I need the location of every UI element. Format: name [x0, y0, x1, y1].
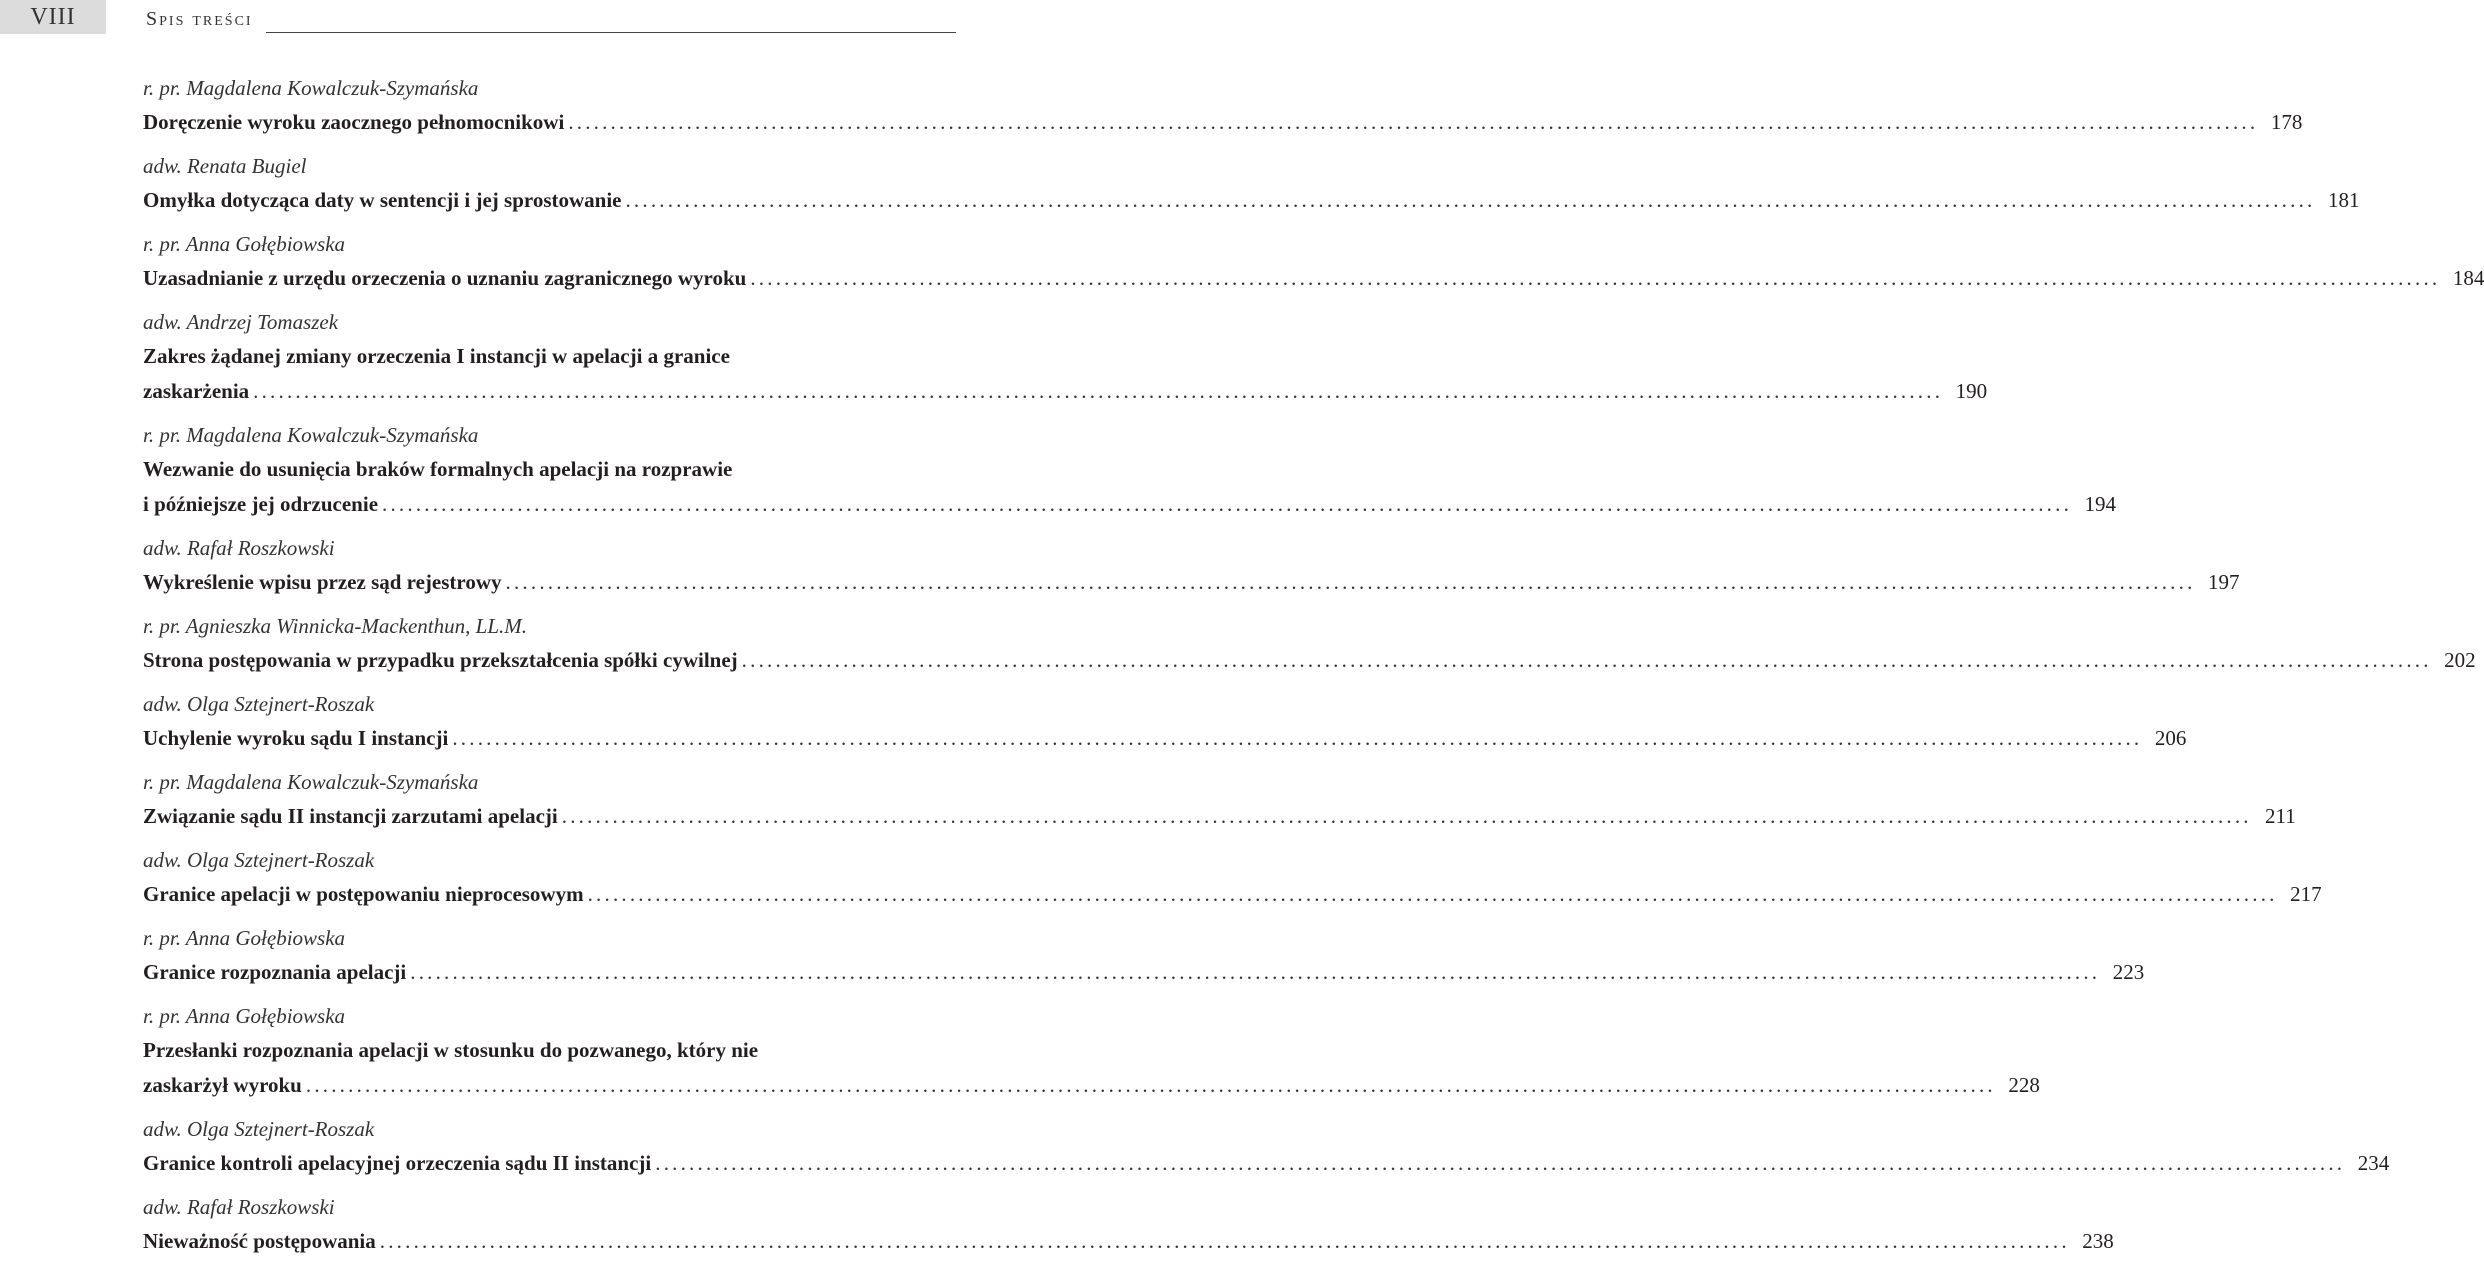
table-of-contents	[143, 72, 2484, 1269]
toc-entry	[143, 306, 1988, 409]
toc-entry-title: Uchylenie wyroku sądu I instancji	[143, 726, 449, 750]
toc-entry-author: r. pr. Anna Gołębiowska	[143, 926, 346, 950]
toc-entry-page: 197	[2208, 570, 2240, 594]
toc-entry	[143, 922, 2145, 990]
toc-entry-title-row	[143, 721, 2187, 756]
toc-entry-title: Granice kontroli apelacyjnej orzeczenia sądu II instancji	[143, 1151, 652, 1175]
toc-entry-author: r. pr. Agnieszka Winnicka-Mackenthun, LL.M.	[143, 614, 527, 638]
toc-entry	[143, 228, 2484, 296]
toc-entry-page: 184	[2452, 266, 2484, 290]
toc-entry-title: Granice rozpoznania apelacji	[143, 960, 407, 984]
toc-entry	[143, 150, 2360, 218]
toc-entry	[143, 532, 2240, 600]
toc-entry-author: adw. Olga Sztejnert-Roszak	[143, 848, 375, 872]
dot-leader: ........................................................................................................................................................................................................	[625, 188, 2316, 212]
toc-entry-page: 194	[2084, 492, 2117, 516]
toc-entry-page: 190	[1955, 379, 1988, 403]
toc-entry-page: 223	[2112, 960, 2145, 984]
toc-entry-title-row	[143, 799, 2296, 834]
toc-entry-page: 217	[2290, 882, 2322, 906]
toc-entry	[143, 844, 2322, 912]
toc-entry-page: 202	[2444, 648, 2476, 672]
page-number: VIII	[0, 0, 106, 34]
toc-entry-title-row	[143, 565, 2240, 600]
toc-entry-title: zaskarżył wyroku	[143, 1073, 302, 1097]
toc-entry-title-row	[143, 1146, 2390, 1181]
toc-entry-title: Uzasadnianie z urzędu orzeczenia o uznaniu zagranicznego wyroku	[143, 266, 747, 290]
toc-entry-title-row	[143, 1224, 2114, 1259]
toc-entry-title-row	[143, 643, 2476, 678]
toc-entry-title: Omyłka dotycząca daty w sentencji i jej sprostowanie	[143, 188, 622, 212]
toc-entry-page: 228	[2008, 1073, 2040, 1097]
dot-leader: ........................................................................................................................................................................................................	[568, 110, 2259, 134]
toc-entry-page: 211	[2265, 804, 2296, 828]
dot-leader: ........................................................................................................................................................................................................	[750, 266, 2441, 290]
toc-entry-page: 178	[2270, 110, 2303, 134]
dot-leader: ........................................................................................................................................................................................................	[587, 882, 2278, 906]
dot-leader: ........................................................................................................................................................................................................	[382, 492, 2073, 516]
toc-entry-author: adw. Olga Sztejnert-Roszak	[143, 692, 375, 716]
toc-entry-title-row	[143, 877, 2322, 912]
toc-entry-title: zaskarżenia	[143, 379, 250, 403]
toc-entry	[143, 688, 2187, 756]
page-header	[0, 0, 960, 40]
toc-entry	[143, 72, 2303, 140]
toc-entry-title: Związanie sądu II instancji zarzutami apelacji	[143, 804, 558, 828]
toc-entry-title-line: Zakres żądanej zmiany orzeczenia I instancji w apelacji a granice	[143, 344, 730, 368]
toc-entry-title-row	[143, 374, 1988, 409]
toc-entry-author: r. pr. Magdalena Kowalczuk-Szymańska	[143, 76, 479, 100]
toc-entry-title: Doręczenie wyroku zaocznego pełnomocnikowi	[143, 110, 565, 134]
toc-entry	[143, 1113, 2390, 1181]
dot-leader: ........................................................................................................................................................................................................	[410, 960, 2101, 984]
toc-entry-title: Strona postępowania w przypadku przekształcenia spółki cywilnej	[143, 648, 738, 672]
toc-entry-page: 234	[2357, 1151, 2390, 1175]
dot-leader: ........................................................................................................................................................................................................	[741, 648, 2432, 672]
toc-entry	[143, 766, 2296, 834]
dot-leader: ........................................................................................................................................................................................................	[253, 379, 1944, 403]
toc-entry-title-row	[143, 955, 2145, 990]
dot-leader: ........................................................................................................................................................................................................	[505, 570, 2196, 594]
toc-entry	[143, 419, 2117, 522]
toc-entry-title-row	[143, 1068, 2040, 1103]
dot-leader: ........................................................................................................................................................................................................	[561, 804, 2252, 828]
dot-leader: ........................................................................................................................................................................................................	[452, 726, 2143, 750]
toc-entry-author: r. pr. Anna Gołębiowska	[143, 232, 346, 256]
toc-entry-title: Wykreślenie wpisu przez sąd rejestrowy	[143, 570, 502, 594]
toc-entry-title-row	[143, 183, 2360, 218]
dot-leader: ........................................................................................................................................................................................................	[379, 1229, 2070, 1253]
toc-entry-page: 238	[2082, 1229, 2114, 1253]
toc-entry	[143, 610, 2476, 678]
toc-entry-page: 181	[2327, 188, 2360, 212]
toc-entry-title: i późniejsze jej odrzucenie	[143, 492, 379, 516]
running-head: Spis treści	[146, 8, 253, 30]
header-rule	[266, 32, 956, 33]
dot-leader: ........................................................................................................................................................................................................	[655, 1151, 2346, 1175]
toc-entry-author: adw. Andrzej Tomaszek	[143, 310, 339, 334]
toc-entry-title-row	[143, 487, 2117, 522]
toc-entry-author: r. pr. Magdalena Kowalczuk-Szymańska	[143, 770, 479, 794]
toc-entry-author: adw. Rafał Roszkowski	[143, 1195, 335, 1219]
toc-entry	[143, 1191, 2114, 1259]
toc-entry	[143, 1000, 2040, 1103]
toc-entry-title-row	[143, 261, 2484, 296]
toc-entry-author: adw. Olga Sztejnert-Roszak	[143, 1117, 375, 1141]
toc-entry-title: Nieważność postępowania	[143, 1229, 376, 1253]
toc-entry-author: adw. Rafał Roszkowski	[143, 536, 335, 560]
toc-entry-title-line: Przesłanki rozpoznania apelacji w stosunku do pozwanego, który nie	[143, 1038, 759, 1062]
toc-entry-title-line: Wezwanie do usunięcia braków formalnych apelacji na rozprawie	[143, 457, 733, 481]
dot-leader: ........................................................................................................................................................................................................	[305, 1073, 1996, 1097]
toc-entry-author: adw. Renata Bugiel	[143, 154, 307, 178]
toc-entry-page: 206	[2154, 726, 2187, 750]
toc-entry-title-row	[143, 105, 2303, 140]
toc-entry-author: r. pr. Anna Gołębiowska	[143, 1004, 346, 1028]
toc-entry-author: r. pr. Magdalena Kowalczuk-Szymańska	[143, 423, 479, 447]
toc-entry-title: Granice apelacji w postępowaniu nieprocesowym	[143, 882, 584, 906]
